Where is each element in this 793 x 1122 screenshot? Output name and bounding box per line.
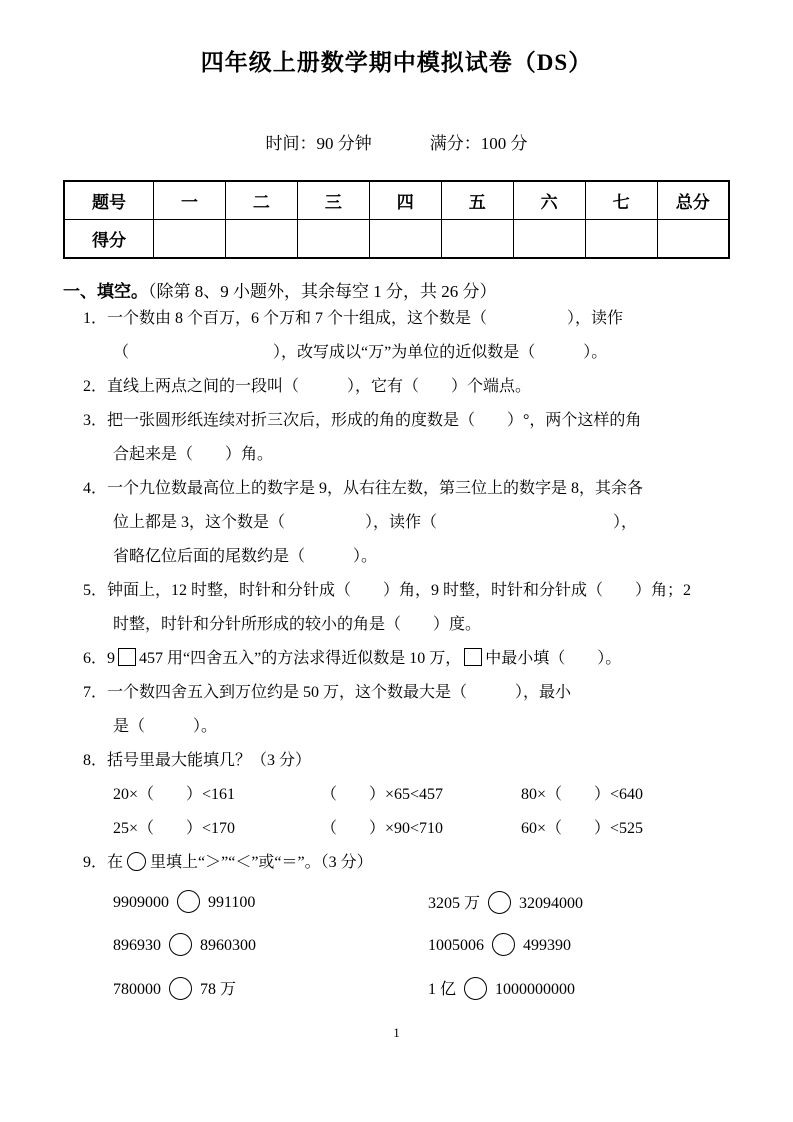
compare-value: 78 万 — [200, 980, 237, 998]
compare-circle — [492, 933, 515, 956]
score-col-header: 二 — [225, 181, 297, 220]
question-line: 8．括号里最大能填几？（3 分） — [83, 752, 312, 769]
score-col-header: 一 — [154, 181, 226, 220]
compare-circle — [177, 890, 200, 913]
compare-value: 896930 — [113, 937, 161, 954]
score-cell — [513, 220, 585, 259]
calc-expression: 20×（ ）<161 — [113, 786, 236, 803]
question-line: 是（ ）。 — [113, 718, 218, 735]
question-3 — [83, 404, 753, 472]
score-col-header: 三 — [297, 181, 369, 220]
compare-value: 1 亿 — [428, 980, 457, 998]
calc-expression: 80×（ ）<640 — [521, 786, 644, 803]
compare-pair — [113, 890, 428, 913]
question-line: 7．一个数四舍五入到万位约是 50 万，这个数最大是（ ），最小 — [83, 684, 572, 701]
score-table-row-label: 题号 — [64, 181, 154, 220]
calc-expression: 25×（ ）<170 — [113, 820, 236, 837]
time-label: 时间：90 分钟 — [265, 134, 372, 153]
question-4 — [83, 472, 753, 574]
question-6 — [83, 642, 753, 676]
score-col-header: 六 — [513, 181, 585, 220]
answer-box — [118, 648, 136, 666]
calc-expression: 60×（ ）<525 — [521, 820, 644, 837]
calc-expression: （ ）×90<710 — [321, 820, 444, 837]
question-line: （ ），改写成以“万”为单位的近似数是（ ）。 — [113, 344, 608, 361]
calc-row — [113, 812, 753, 846]
compare-circle — [464, 977, 487, 1000]
question-line: 时整，时针和分针所形成的较小的角是（ ）度。 — [113, 616, 482, 633]
score-table-header-row — [64, 181, 729, 220]
question-text: 中最小填（ ）。 — [485, 650, 622, 667]
score-col-header: 七 — [585, 181, 657, 220]
compare-pair — [428, 976, 575, 1000]
score-col-header: 四 — [369, 181, 441, 220]
score-cell — [225, 220, 297, 259]
section-heading-title: 一、填空。 — [63, 282, 148, 301]
question-line: 5．钟面上，12 时整，时针和分针成（ ）角，9 时整，时针和分针成（ ）角；2 — [83, 582, 692, 599]
question-line: 1．一个数由 8 个百万，6 个万和 7 个十组成，这个数是（ ），读作 — [83, 310, 624, 327]
compare-value: 499390 — [523, 937, 571, 954]
compare-value: 3205 万 — [428, 894, 481, 912]
compare-value: 9909000 — [113, 894, 169, 911]
compare-circle — [127, 852, 146, 871]
compare-row — [113, 966, 753, 1009]
score-cell — [585, 220, 657, 259]
score-table — [63, 180, 730, 259]
compare-pair — [113, 976, 428, 1000]
question-text: 6．9 — [83, 650, 116, 667]
compare-value: 780000 — [113, 980, 161, 998]
question-line: 合起来是（ ）角。 — [113, 446, 274, 463]
question-line — [83, 846, 753, 880]
question-line: 3．把一张圆形纸连续对折三次后，形成的角的度数是（ ）°，两个这样的角 — [83, 412, 642, 429]
compare-value: 991100 — [208, 894, 256, 911]
section-heading — [63, 277, 753, 302]
score-table-score-row — [64, 220, 729, 259]
question-8 — [83, 744, 753, 846]
compare-row — [113, 880, 753, 923]
question-line: 省略亿位后面的尾数约是（ ）。 — [113, 548, 378, 565]
compare-pair — [428, 933, 571, 956]
compare-value: 8960300 — [200, 937, 256, 954]
compare-circle — [169, 977, 192, 1000]
question-2 — [83, 370, 753, 404]
question-list — [83, 302, 753, 1009]
page-title: 四年级上册数学期中模拟试卷（DS） — [200, 50, 593, 75]
answer-box — [464, 648, 482, 666]
question-text: 里填上“＞”“＜”或“＝”。（3 分） — [150, 854, 373, 871]
page-number: 1 — [393, 1025, 400, 1040]
compare-value: 32094000 — [519, 894, 584, 912]
compare-pair — [113, 933, 428, 956]
compare-circle — [488, 891, 511, 914]
question-1 — [83, 302, 753, 370]
score-col-header: 五 — [441, 181, 513, 220]
score-cell — [154, 220, 226, 259]
score-cell — [297, 220, 369, 259]
compare-value: 1005006 — [428, 937, 484, 954]
score-cell — [441, 220, 513, 259]
compare-circle — [169, 933, 192, 956]
question-7 — [83, 676, 753, 744]
section-heading-note: （除第 8、9 小题外，其余每空 1 分，共 26 分） — [148, 282, 497, 301]
question-5 — [83, 574, 753, 642]
score-col-header: 总分 — [657, 181, 729, 220]
question-text: 457 用“四舍五入”的方法求得近似数是 10 万， — [139, 650, 462, 667]
score-table-row-label: 得分 — [64, 220, 154, 259]
question-line: 2．直线上两点之间的一段叫（ ），它有（ ）个端点。 — [83, 378, 532, 395]
question-line: 4．一个九位数最高位上的数字是 9，从右往左数，第三位上的数字是 8，其余各 — [83, 480, 644, 497]
question-text: 9．在 — [83, 854, 124, 871]
score-cell — [369, 220, 441, 259]
question-9 — [83, 846, 753, 1009]
question-line — [83, 642, 753, 676]
compare-row — [113, 923, 753, 966]
exam-meta — [63, 129, 753, 154]
calc-row — [113, 778, 753, 812]
score-cell — [657, 220, 729, 259]
full-score-label: 满分：100 分 — [429, 134, 528, 153]
calc-expression: （ ）×65<457 — [321, 786, 444, 803]
question-line: 位上都是 3，这个数是（ ），读作（ ）， — [113, 514, 638, 531]
compare-value: 1000000000 — [495, 980, 576, 998]
compare-pair — [428, 890, 583, 914]
